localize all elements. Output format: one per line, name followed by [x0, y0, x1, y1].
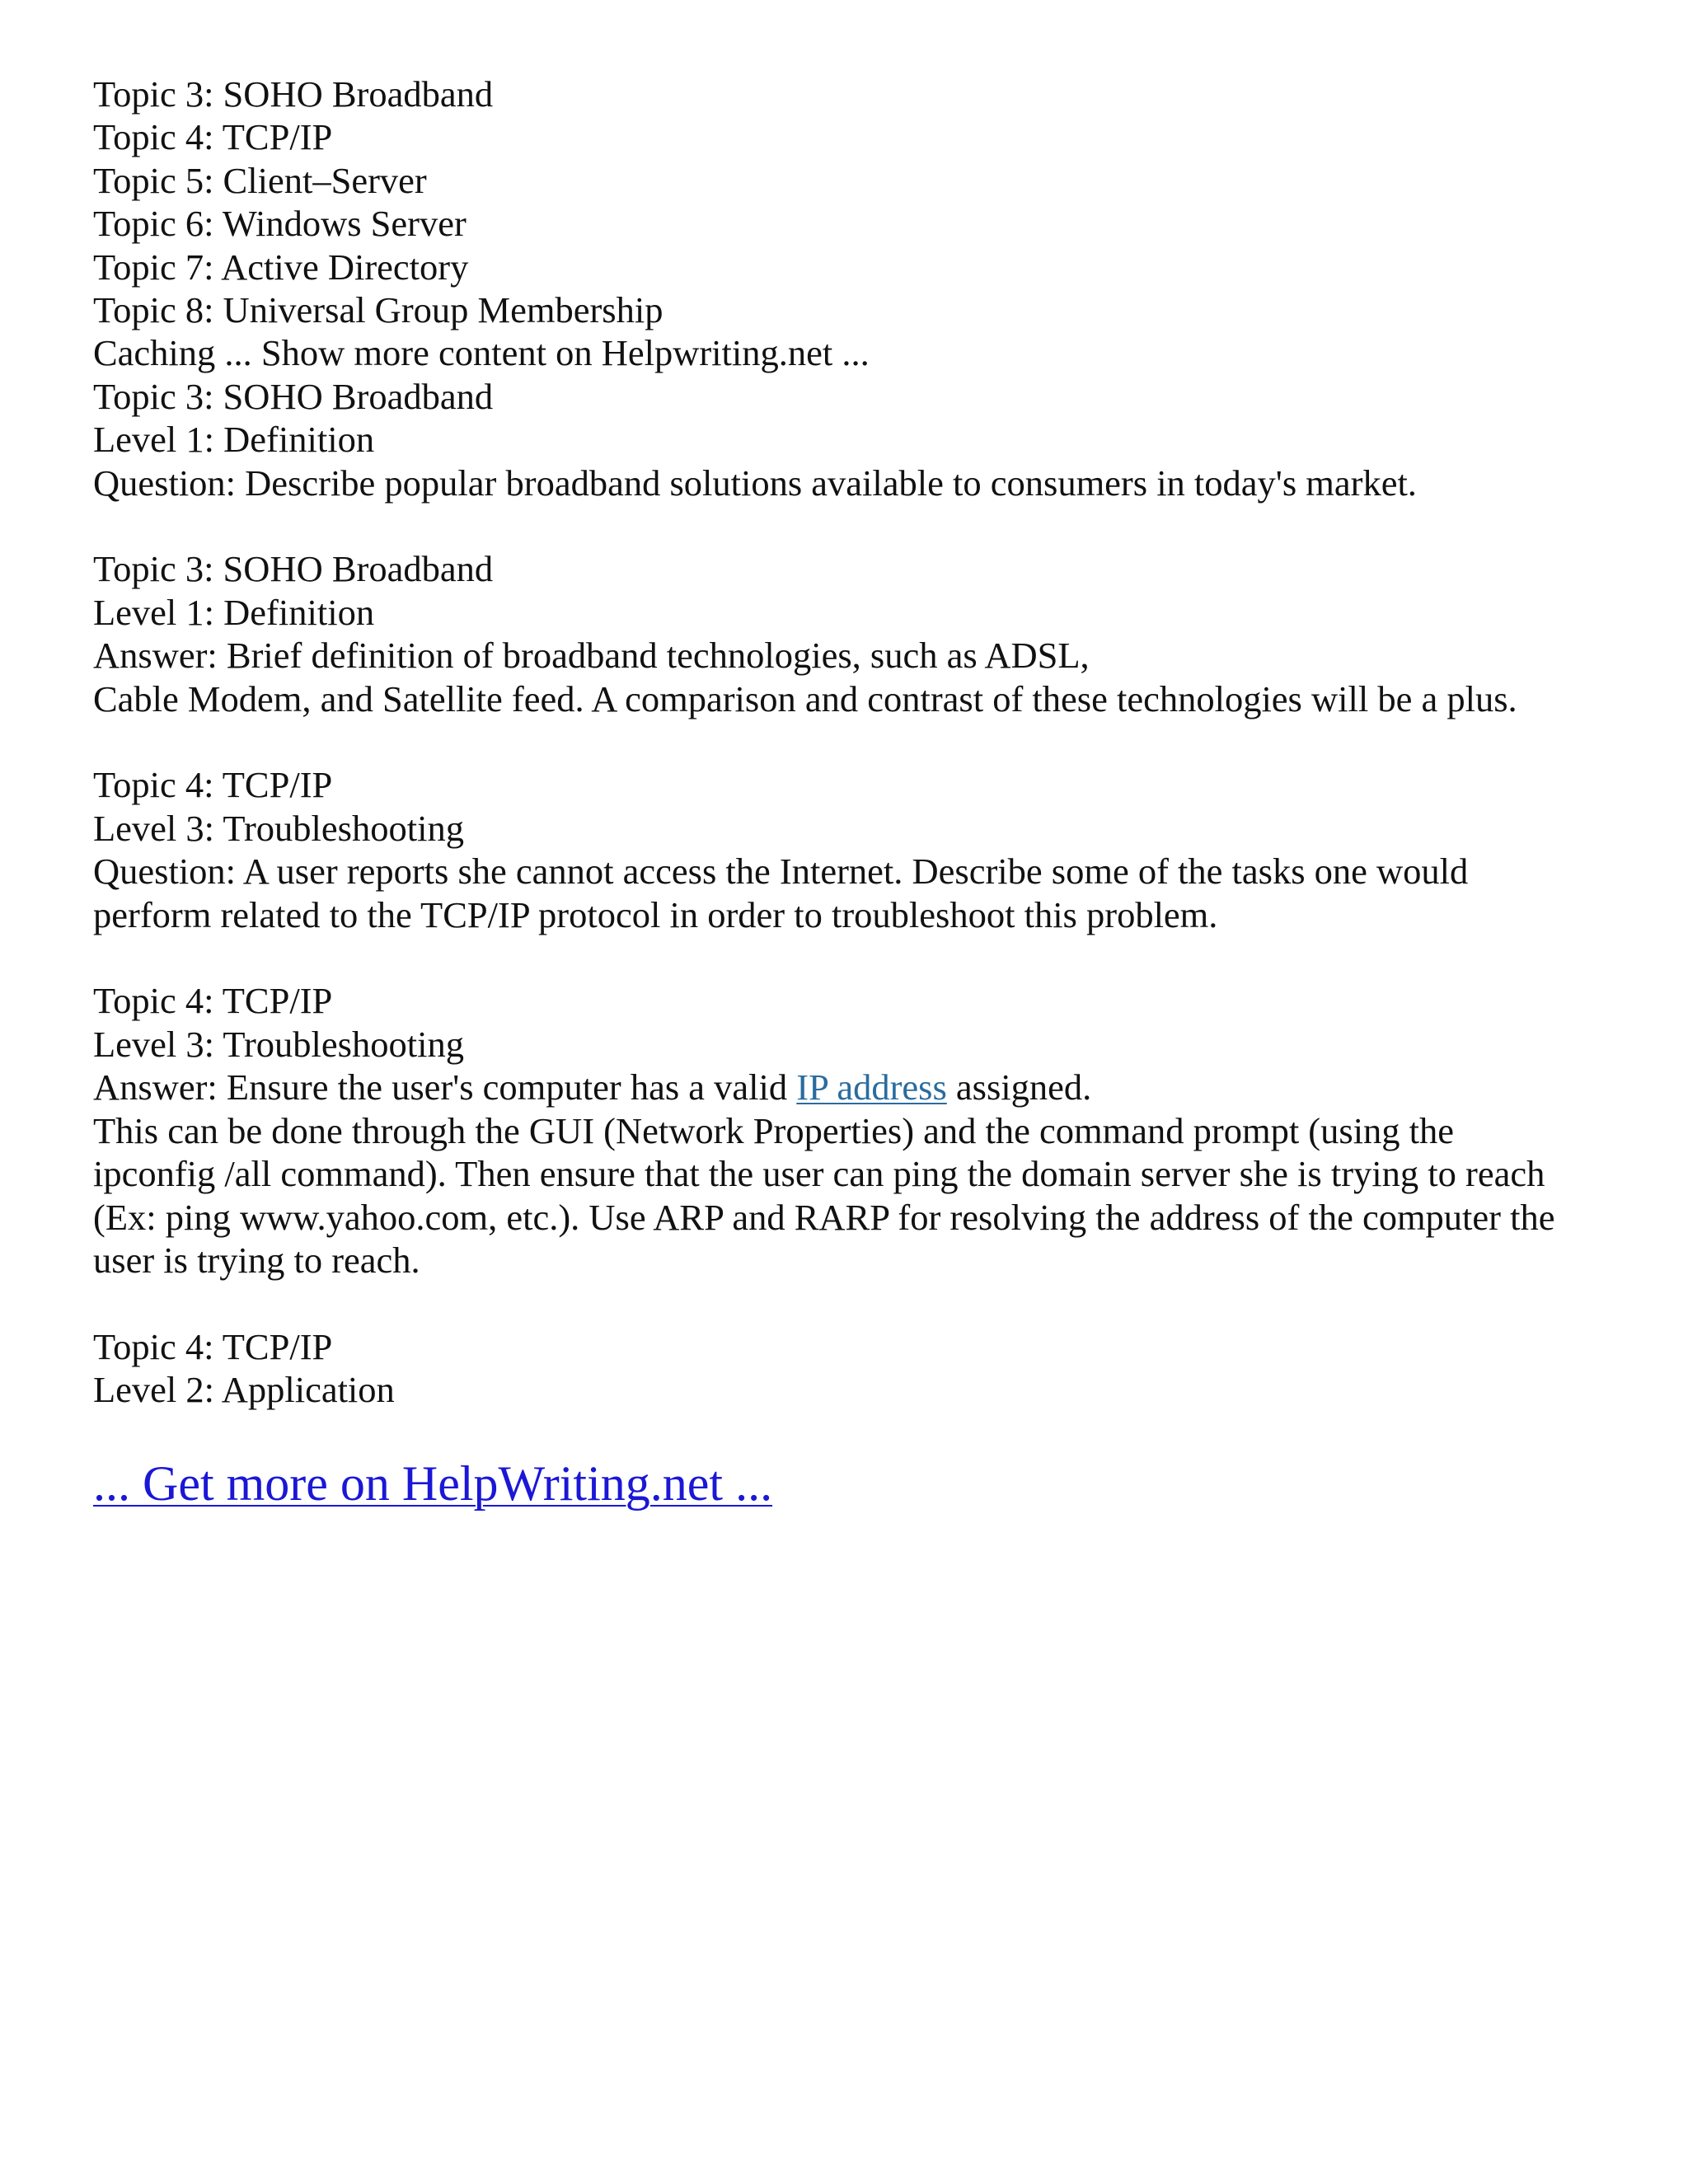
- answer-text: This can be done through the GUI (Network Properties) and the command prompt (using the: [93, 1109, 1455, 1151]
- qa-block-1: [93, 375, 1601, 504]
- question-text: Question: A user reports she cannot access the Internet. Describe some of the tasks one would: [93, 851, 1469, 893]
- qa-block-5: [93, 1325, 1601, 1412]
- answer-suffix: assigned.: [946, 1066, 1092, 1108]
- level-heading: Level 2: Application: [93, 1369, 395, 1411]
- answer-text: user is trying to reach.: [93, 1239, 420, 1281]
- topic-list-item: Topic 8: Universal Group Membership: [93, 289, 663, 331]
- topic-heading: Topic 3: SOHO Broadband: [93, 375, 494, 417]
- paragraph-gap: [93, 936, 1601, 979]
- question-text: Question: Describe popular broadband solutions available to consumers in today's market.: [93, 462, 1417, 504]
- topic-heading: Topic 4: TCP/IP: [93, 764, 333, 806]
- answer-text: Cable Modem, and Satellite feed. A comparison and contrast of these technologies will be a plus.: [93, 677, 1517, 719]
- topic-list-item: Topic 4: TCP/IP: [93, 116, 333, 158]
- topic-list-item: Topic 6: Windows Server: [93, 203, 467, 245]
- answer-prefix: Answer: Ensure the user's computer has a valid: [93, 1066, 797, 1108]
- get-more-link[interactable]: ... Get more on HelpWriting.net ...: [93, 1455, 773, 1511]
- qa-block-3: [93, 763, 1601, 936]
- topic-heading: Topic 4: TCP/IP: [93, 980, 333, 1022]
- level-heading: Level 1: Definition: [93, 591, 375, 633]
- document-page: [93, 73, 1601, 1512]
- level-heading: Level 3: Troubleshooting: [93, 807, 464, 849]
- level-heading: Level 3: Troubleshooting: [93, 1023, 464, 1065]
- answer-first-line: [93, 1066, 1601, 1108]
- topic-list-item: Topic 7: Active Directory: [93, 246, 469, 288]
- qa-block-2: [93, 547, 1601, 720]
- paragraph-gap: [93, 720, 1601, 763]
- topic-list-item: Topic 5: Client–Server: [93, 159, 427, 201]
- qa-block-4: [93, 979, 1601, 1282]
- question-text: perform related to the TCP/IP protocol in order to troubleshoot this problem.: [93, 893, 1218, 935]
- topic-list: [93, 73, 1601, 375]
- ip-address-link[interactable]: IP address: [796, 1066, 947, 1108]
- topic-heading: Topic 3: SOHO Broadband: [93, 548, 494, 590]
- answer-text: (Ex: ping www.yahoo.com, etc.). Use ARP and RARP for resolving the address of the computer the: [93, 1196, 1555, 1238]
- topic-heading: Topic 4: TCP/IP: [93, 1325, 333, 1367]
- level-heading: Level 1: Definition: [93, 419, 375, 461]
- show-more-text: Caching ... Show more content on Helpwriting.net ...: [93, 332, 870, 374]
- topic-list-item: Topic 3: SOHO Broadband: [93, 73, 494, 115]
- paragraph-gap: [93, 504, 1601, 547]
- paragraph-gap: [93, 1282, 1601, 1324]
- answer-text: Answer: Brief definition of broadband technologies, such as ADSL,: [93, 635, 1090, 677]
- answer-text: ipconfig /all command). Then ensure that the user can ping the domain server she is trying to reach: [93, 1153, 1545, 1195]
